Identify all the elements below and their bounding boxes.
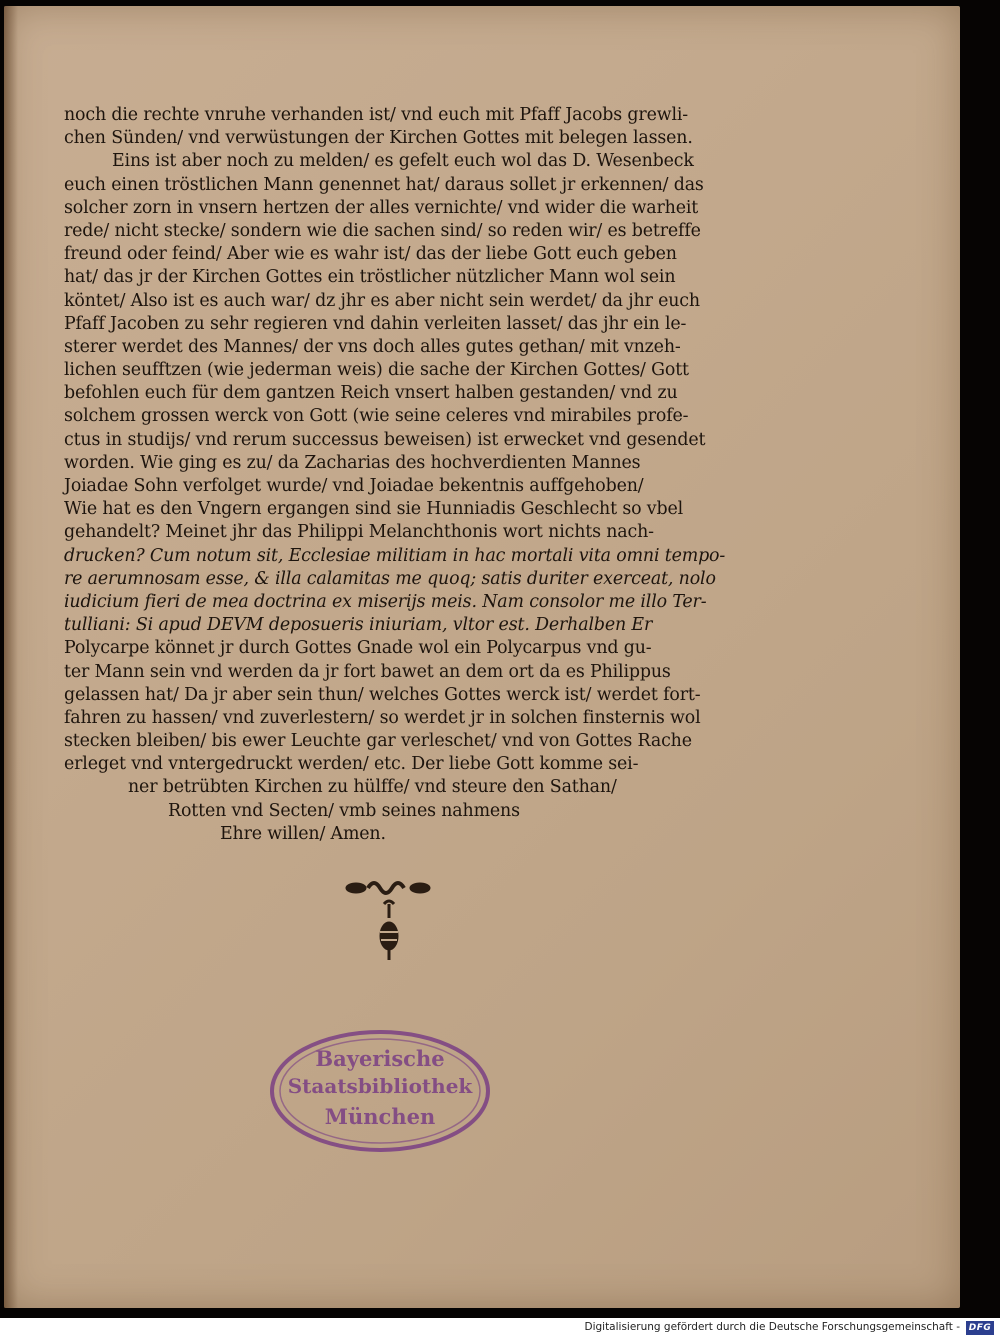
text-line: worden. Wie ging es zu/ da Zacharias des hochverdienten Mannes — [64, 452, 641, 473]
text-line: Ehre willen/ Amen. — [220, 823, 386, 844]
text-line: befohlen euch für dem gantzen Reich vnsert halben gestanden/ vnd zu — [64, 383, 678, 404]
printer-ornament-icon — [334, 874, 444, 974]
text-line: stecken bleiben/ bis ewer Leuchte gar verleschet/ vnd von Gottes Rache — [64, 731, 692, 752]
stamp-text-line: München — [324, 1104, 436, 1129]
text-line: Wie hat es den Vngern ergangen sind sie Hunniadis Geschlecht so vbel — [64, 499, 684, 520]
text-line: noch die rechte vnruhe verhanden ist/ vnd euch mit Pfaff Jacobs grewli- — [64, 105, 689, 125]
text-line: ter Mann sein vnd werden da jr fort bawet an dem ort da es Philippus — [64, 661, 671, 682]
text-line: köntet/ Also ist es auch war/ dz jhr es aber nicht sein werdet/ da jhr euch — [64, 290, 700, 311]
text-line: freund oder feind/ Aber wie es wahr ist/ das der liebe Gott euch geben — [64, 244, 677, 265]
text-line: erleget vnd vntergedruckt werden/ etc. Der liebe Gott komme sei- — [64, 754, 639, 775]
text-line: gelassen hat/ Da jr aber sein thun/ welches Gottes werck ist/ werdet fort- — [64, 684, 701, 705]
text-line: sterer werdet des Mannes/ der vns doch alles gutes gethan/ mit vnzeh- — [64, 336, 681, 357]
dfg-logo-icon[interactable]: DFG — [966, 1321, 994, 1335]
text-line: hat/ das jr der Kirchen Gottes ein tröstlicher nützlicher Mann wol sein — [64, 267, 676, 288]
latin-quote-line: drucken? Cum notum sit, Ecclesiae militiam in hac mortali vita omni tempo- — [64, 545, 726, 566]
text-line: Polycarpe könnet jr durch Gottes Gnade wol ein Polycarpus vnd gu- — [64, 638, 652, 659]
latin-quote-line: tulliani: Si apud DEVM deposueris iniuriam, vltor est. Derhalben Er — [64, 615, 653, 636]
text-line: fahren zu hassen/ vnd zuverlestern/ so werdet jr in solchen finsternis wol — [64, 707, 701, 728]
text-line: Joiadae Sohn verfolget wurde/ vnd Joiadae bekentnis auffgehoben/ — [64, 476, 644, 496]
stamp-text-line: Bayerische — [315, 1046, 445, 1071]
latin-quote-line: re aerumnosam esse, & illa calamitas me quoq; satis duriter exerceat, nolo — [64, 568, 716, 589]
digitization-footer — [0, 1318, 1000, 1339]
text-line: ner betrübten Kirchen zu hülffe/ vnd steure den Sathan/ — [128, 777, 617, 798]
text-line: solcher zorn in vnsern hertzen der alles vernichte/ vnd wider die warheit — [64, 197, 699, 218]
page-text-block — [50, 104, 750, 846]
text-line: rede/ nicht stecke/ sondern wie die sachen sind/ so reden wir/ es betreffe — [64, 220, 701, 241]
dfg-credit-text: Digitalisierung gefördert durch die Deutsche Forschungsgemeinschaft - — [584, 1321, 960, 1333]
latin-quote-line: iudicium fieri de mea doctrina ex miserijs meis. Nam consolor me illo Ter- — [64, 591, 707, 612]
text-line: euch einen tröstlichen Mann genennet hat/ daraus sollet jr erkennen/ das — [64, 174, 704, 195]
stamp-text-line: Staatsbibliothek — [287, 1074, 473, 1098]
text-line: solchem grossen werck von Gott (wie seine celeres vnd mirabiles profe- — [64, 406, 689, 427]
text-line: chen Sünden/ vnd verwüstungen der Kirchen Gottes mit belegen lassen. — [64, 128, 693, 149]
text-line: Rotten vnd Secten/ vmb seines nahmens — [168, 800, 520, 821]
library-stamp — [266, 1026, 494, 1156]
text-line: Eins ist aber noch zu melden/ es gefelt euch wol das D. Wesenbeck — [112, 151, 694, 172]
book-page — [4, 6, 960, 1308]
text-line: Pfaff Jacoben zu sehr regieren vnd dahin verleiten lasset/ das jhr ein le- — [64, 313, 687, 334]
text-line: gehandelt? Meinet jhr das Philippi Melanchthonis wort nichts nach- — [64, 522, 654, 543]
text-line: lichen seufftzen (wie jederman weis) die sache der Kirchen Gottes/ Gott — [64, 360, 689, 381]
page-gutter-shadow — [4, 6, 18, 1308]
text-line: ctus in studijs/ vnd rerum successus beweisen) ist erwecket vnd gesendet — [64, 429, 706, 450]
